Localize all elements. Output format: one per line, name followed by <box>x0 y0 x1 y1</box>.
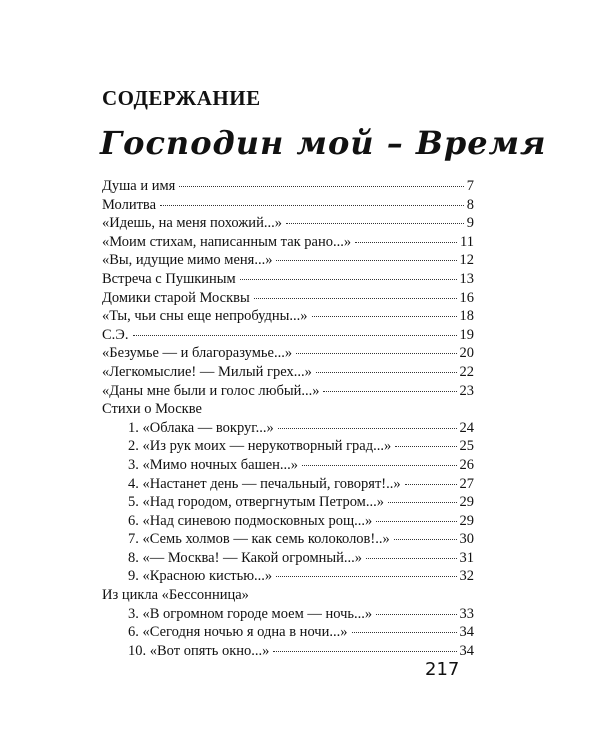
toc-entry-page: 23 <box>459 382 474 399</box>
toc-entry <box>102 233 474 252</box>
dot-leader <box>278 427 457 429</box>
toc-entry-page: 11 <box>460 233 474 250</box>
toc-entry <box>102 177 474 196</box>
toc-entry-page: 34 <box>459 624 474 641</box>
dot-leader <box>388 501 457 503</box>
toc-entry-page: 24 <box>459 419 474 436</box>
toc-entry-page: 18 <box>459 308 474 325</box>
toc-entry-page: 30 <box>459 531 474 548</box>
dot-leader <box>254 297 457 299</box>
toc-entry <box>102 196 474 215</box>
toc-entry <box>102 326 474 345</box>
toc-entry <box>102 512 474 531</box>
toc-entry-page: 12 <box>459 252 474 269</box>
toc-entry-page: 13 <box>459 270 474 287</box>
dot-leader <box>352 631 457 633</box>
toc-entry <box>102 475 474 494</box>
toc-entry-page: 26 <box>459 456 474 473</box>
toc-entry-page: 31 <box>459 549 474 566</box>
toc-entry <box>102 344 474 363</box>
toc-entry-title: Из цикла «Бессонница» <box>102 587 249 604</box>
toc-entry-page: 25 <box>459 438 474 455</box>
toc-entry-page: 16 <box>459 289 474 306</box>
toc-entry-page: 29 <box>459 512 474 529</box>
toc-entry-title: С.Э. <box>102 326 129 343</box>
toc-entry-title: 6. «Сегодня ночью я одна в ночи...» <box>128 624 348 641</box>
dot-leader <box>355 241 457 243</box>
toc-entry-title: 10. «Вот опять окно...» <box>128 642 270 659</box>
toc-entry <box>102 605 474 624</box>
toc-entry <box>102 549 474 568</box>
toc-entry <box>102 530 474 549</box>
page-number: 217 <box>425 659 460 680</box>
toc-entry-title: 2. «Из рук моих — нерукотворный град...» <box>128 438 392 455</box>
toc-entry-title: Молитва <box>102 196 157 213</box>
toc-entry-title: «Безумье — и благоразумье...» <box>102 345 293 362</box>
toc-entry-page: 19 <box>459 326 474 343</box>
toc-entry-title: 4. «Настанет день — печальный, говорят!..» <box>128 475 401 492</box>
toc-entry <box>102 270 474 289</box>
dot-leader <box>376 613 456 615</box>
toc-entry <box>102 363 474 382</box>
toc-entry <box>102 456 474 475</box>
table-of-contents <box>102 177 474 660</box>
toc-entry <box>102 251 474 270</box>
toc-entry-title: Встреча с Пушкиным <box>102 270 236 287</box>
toc-entry <box>102 493 474 512</box>
dot-leader <box>312 315 457 317</box>
toc-entry-page: 8 <box>466 196 474 213</box>
dot-leader <box>323 390 456 392</box>
dot-leader <box>366 557 456 559</box>
toc-entry-page: 7 <box>466 178 474 194</box>
toc-entry <box>102 400 474 419</box>
toc-entry-page: 20 <box>459 345 474 362</box>
dot-leader <box>286 222 464 224</box>
dot-leader <box>394 538 457 540</box>
dot-leader <box>296 352 456 354</box>
toc-entry <box>102 437 474 456</box>
toc-entry-title: «Идешь, на меня похожий...» <box>102 215 282 232</box>
dot-leader <box>273 650 456 652</box>
toc-entry <box>102 382 474 401</box>
dot-leader <box>276 259 456 261</box>
dot-leader <box>405 483 457 485</box>
toc-entry <box>102 419 474 438</box>
toc-entry-page: 32 <box>459 568 474 585</box>
toc-entry-title: «Вы, идущие мимо меня...» <box>102 252 273 269</box>
toc-entry <box>102 586 474 605</box>
dot-leader <box>160 204 464 206</box>
toc-entry-title: «Ты, чьи сны еще непробудны...» <box>102 308 308 325</box>
toc-entry-title: 8. «— Москва! — Какой огромный...» <box>128 549 363 566</box>
toc-entry-title: 6. «Над синевою подмосковных рощ...» <box>128 512 373 529</box>
toc-entry-title: Стихи о Москве <box>102 401 202 418</box>
toc-entry-page: 29 <box>459 494 474 511</box>
dot-leader <box>179 185 463 187</box>
toc-entry-title: 9. «Красною кистью...» <box>128 568 273 585</box>
dot-leader <box>376 520 456 522</box>
dot-leader <box>276 575 456 577</box>
dot-leader <box>240 278 457 280</box>
toc-entry-title: Душа и имя <box>102 178 176 194</box>
dot-leader <box>133 334 457 336</box>
toc-entry-title: 5. «Над городом, отвергнутым Петром...» <box>128 494 384 511</box>
section-title: Господин мой – Время <box>100 124 547 162</box>
toc-entry-title: 3. «В огромном городе моем — ночь...» <box>128 605 373 622</box>
toc-entry-page: 27 <box>459 475 474 492</box>
toc-entry <box>102 623 474 642</box>
toc-entry-page: 34 <box>459 642 474 659</box>
toc-entry-page: 9 <box>466 215 474 232</box>
toc-entry-page: 33 <box>459 605 474 622</box>
dot-leader <box>302 464 456 466</box>
toc-entry-title: 1. «Облака — вокруг...» <box>128 419 274 436</box>
toc-entry-title: Домики старой Москвы <box>102 289 250 306</box>
toc-entry <box>102 567 474 586</box>
toc-entry <box>102 289 474 308</box>
toc-entry-page: 22 <box>459 363 474 380</box>
toc-entry-title: 7. «Семь холмов — как семь колоколов!..» <box>128 531 390 548</box>
toc-entry <box>102 307 474 326</box>
dot-leader <box>316 371 457 373</box>
toc-entry-title: «Легкомыслие! — Милый грех...» <box>102 363 312 380</box>
toc-entry-title: «Даны мне были и голос любый...» <box>102 382 320 399</box>
dot-leader <box>395 445 456 447</box>
toc-entry <box>102 642 474 661</box>
toc-entry-title: «Моим стихам, написанным так рано...» <box>102 233 352 250</box>
contents-heading: СОДЕРЖАНИЕ <box>102 86 261 110</box>
toc-entry-title: 3. «Мимо ночных башен...» <box>128 456 299 473</box>
toc-entry <box>102 214 474 233</box>
